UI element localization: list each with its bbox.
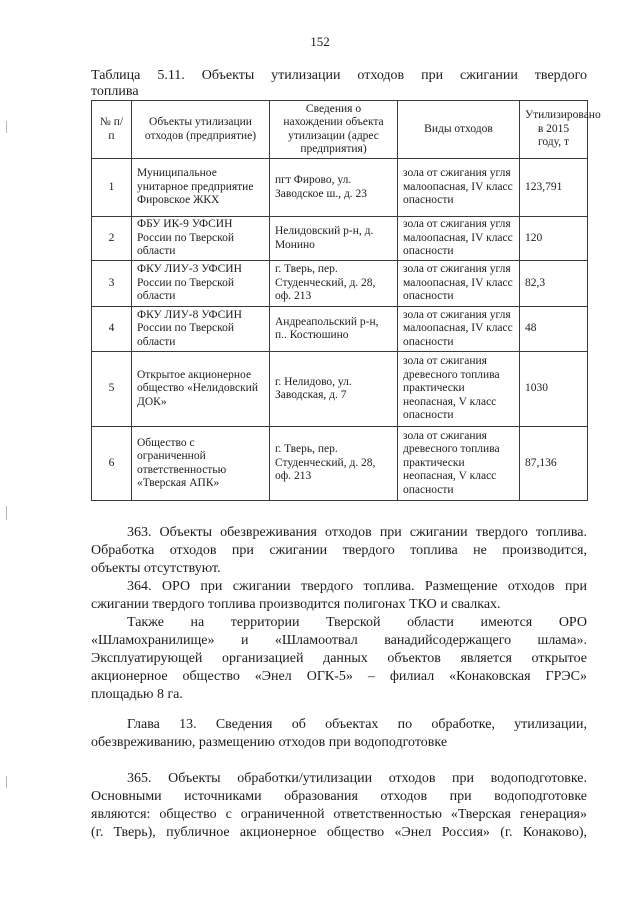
row-amount: 1030 <box>520 352 588 427</box>
row-type: зола от сжигания угля малоопасная, IV класс опасности <box>398 217 520 261</box>
header-num: № п/п <box>92 101 132 159</box>
row-address: г. Нелидово, ул. Заводская, д. 7 <box>270 352 398 427</box>
table-caption-continuation: топлива <box>91 84 139 99</box>
paragraph-line: Также на территории Тверской области имеются ОРО <box>127 615 587 630</box>
row-address: пгт Фирово, ул. Заводское ш., д. 23 <box>270 159 398 217</box>
paragraph-line: Основными источниками образования отходов при водоподготовке <box>91 789 587 804</box>
row-name: ФКУ ЛИУ-3 УФСИН России по Тверской области <box>132 261 270 307</box>
row-amount: 120 <box>520 217 588 261</box>
table-row <box>92 261 588 307</box>
row-type: зола от сжигания угля малоопасная, IV класс опасности <box>398 261 520 307</box>
row-num: 4 <box>92 307 132 352</box>
page-number: 152 <box>310 34 330 49</box>
row-name: ФБУ ИК-9 УФСИН России по Тверской области <box>132 217 270 261</box>
paragraph-365 <box>91 770 587 842</box>
waste-utilization-table <box>91 100 601 501</box>
row-num: 5 <box>92 352 132 427</box>
table-row <box>92 427 588 501</box>
table-row <box>92 217 588 261</box>
paragraph-line: объекты отсутствуют. <box>91 561 221 576</box>
row-name: Общество с ограниченной ответственностью «Тверская АПК» <box>132 427 270 501</box>
table-row <box>92 352 588 427</box>
paragraph-line: Обработка отходов при сжигании твердого топлива не производится, <box>91 543 587 558</box>
row-address: Андреапольский р-н, п.. Костюшино <box>270 307 398 352</box>
paragraph-also <box>91 614 587 704</box>
row-num: 2 <box>92 217 132 261</box>
row-amount: 82,3 <box>520 261 588 307</box>
row-num: 6 <box>92 427 132 501</box>
paragraph-line: 363. Объекты обезвреживания отходов при сжигании твердого топлива. <box>127 525 587 540</box>
paragraph-line: являются: общество с ограниченной ответственностью «Тверская генерация» <box>91 807 587 822</box>
paragraph-line: Эксплуатирующей организацией данных объектов является открытое <box>91 651 587 666</box>
paragraph-line: акционерное общество «Энел ОГК-5» – филиал «Конаковская ГРЭС» <box>91 669 587 684</box>
paragraph-line: (г. Тверь), публичное акционерное общество «Энел Россия» (г. Конаково), <box>91 825 587 840</box>
row-type: зола от сжигания угля малоопасная, IV класс опасности <box>398 159 520 217</box>
row-amount: 48 <box>520 307 588 352</box>
paragraph-line: 364. ОРО при сжигании твердого топлива. Размещение отходов при <box>127 579 587 594</box>
table-caption: Таблица 5.11. Объекты утилизации отходов при сжигании твердого <box>91 68 587 83</box>
row-num: 1 <box>92 159 132 217</box>
table-row <box>92 307 588 352</box>
row-amount: 87,136 <box>520 427 588 501</box>
row-name: ФКУ ЛИУ-8 УФСИН России по Тверской области <box>132 307 270 352</box>
paragraph-line: площадью 8 га. <box>91 687 183 702</box>
row-name: Открытое акционерное общество «Нелидовский ДОК» <box>132 352 270 427</box>
header-name: Объекты утилизации отходов (предприятие) <box>132 101 270 159</box>
row-type: зола от сжигания угля малоопасная, IV класс опасности <box>398 307 520 352</box>
paragraph-line: 365. Объекты обработки/утилизации отходов при водоподготовке. <box>127 771 587 786</box>
header-amount: Утилизировано в 2015 году, т <box>520 101 588 159</box>
row-num: 3 <box>92 261 132 307</box>
row-address: г. Тверь, пер. Студенческий, д. 28, оф. 213 <box>270 427 398 501</box>
heading-line: Глава 13. Сведения об объектах по обработке, утилизации, <box>127 717 587 732</box>
scan-margin-mark <box>6 121 7 133</box>
scan-margin-mark <box>6 506 7 520</box>
scan-margin-mark <box>6 776 7 788</box>
row-amount: 123,791 <box>520 159 588 217</box>
header-type: Виды отходов <box>398 101 520 159</box>
row-address: Нелидовский р-н, д. Монино <box>270 217 398 261</box>
heading-line: обезвреживанию, размещению отходов при водоподготовке <box>91 735 448 750</box>
paragraph-364 <box>91 578 587 614</box>
paragraph-line: сжигании твердого топлива производится полигонах ТКО и свалках. <box>91 597 501 612</box>
row-type: зола от сжигания древесного топлива практически неопасная, V класс опасности <box>398 352 520 427</box>
row-address: г. Тверь, пер. Студенческий, д. 28, оф. 213 <box>270 261 398 307</box>
table-row <box>92 159 588 217</box>
chapter-13-heading <box>91 716 587 752</box>
header-address: Сведения о нахождении объекта утилизации (адрес предприятия) <box>270 101 398 159</box>
row-name: Муниципальное унитарное предприятие Фировское ЖКХ <box>132 159 270 217</box>
paragraph-363 <box>91 524 587 578</box>
table-header-row <box>92 101 588 159</box>
row-type: зола от сжигания древесного топлива практически неопасная, V класс опасности <box>398 427 520 501</box>
paragraph-line: «Шламохранилище» и «Шламоотвал ванадийсодержащего шлама». <box>91 633 587 648</box>
